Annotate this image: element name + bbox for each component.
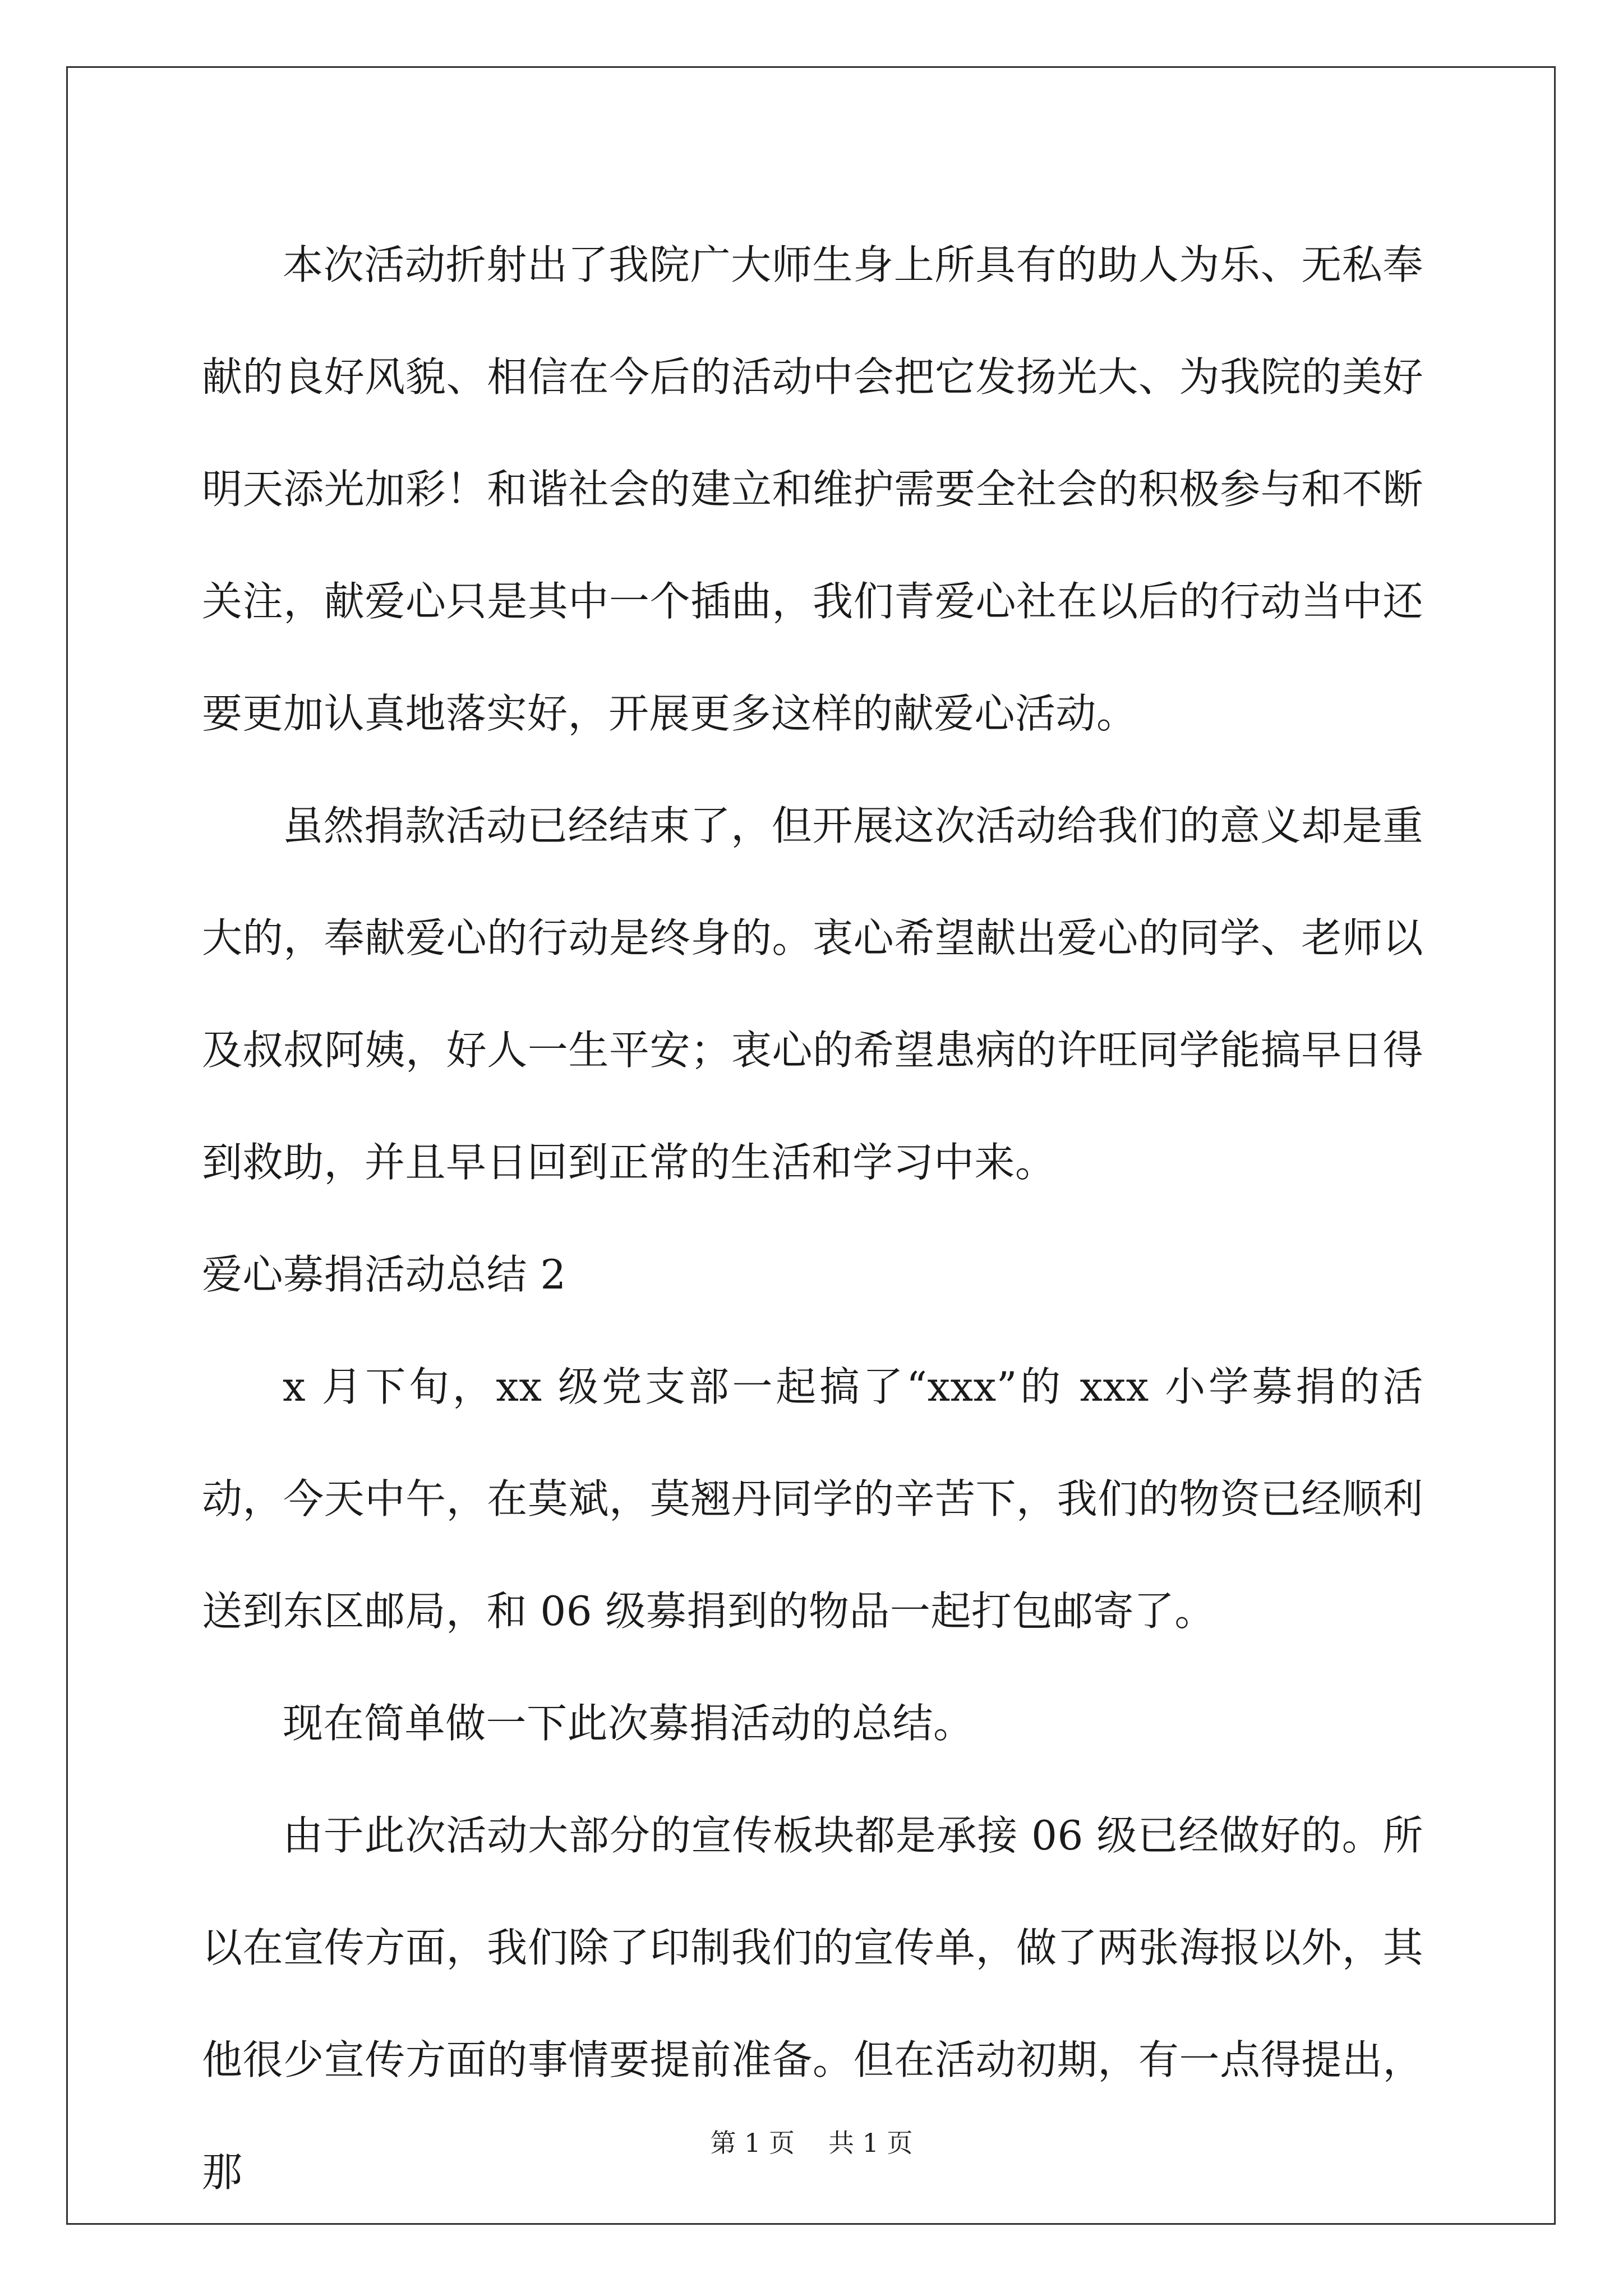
section-heading: 爱心募捐活动总结 2: [202, 1251, 566, 1298]
page-total: 共 1 页: [828, 2128, 913, 2158]
page-number: 第 1 页: [710, 2128, 795, 2158]
paragraph-5: 由于此次活动大部分的宣传板块都是承接 06 级已经做好的。所以在宣传方面，我们除了印制我们的宣传单，做了两张海报以外，其他很少宣传方面的事情要提前准备。但在活动初期，有一点得提出，那: [202, 1812, 1423, 2196]
document-body: [202, 209, 1423, 2228]
paragraph-3: x 月下旬，xx 级党支部一起搞了“xxx”的 xxx 小学募捐的活动，今天中午，在莫斌，莫翘丹同学的辛苦下，我们的物资已经顺利送到东区邮局，和 06 级募捐到的物品一起打包邮寄了。: [202, 1363, 1423, 1635]
paragraph-1: 本次活动折射出了我院广大师生身上所具有的助人为乐、无私奉献的良好风貌、相信在今后的活动中会把它发扬光大、为我院的美好明天添光加彩！和谐社会的建立和维护需要全社会的积极参与和不断关注，献爱心只是其中一个插曲，我们青爱心社在以后的行动当中还要更加认真地落实好，开展更多这样的献爱心活动。: [202, 241, 1423, 737]
paragraph-4: 现在简单做一下此次募捐活动的总结。: [283, 1700, 974, 1747]
paragraph-2: 虽然捐款活动已经结束了，但开展这次活动给我们的意义却是重大的，奉献爱心的行动是终身的。衷心希望献出爱心的同学、老师以及叔叔阿姨，好人一生平安；衷心的希望患病的许旺同学能搞早日得到救助，并且早日回到正常的生活和学习中来。: [202, 802, 1423, 1186]
page-footer: [0, 2126, 1623, 2160]
